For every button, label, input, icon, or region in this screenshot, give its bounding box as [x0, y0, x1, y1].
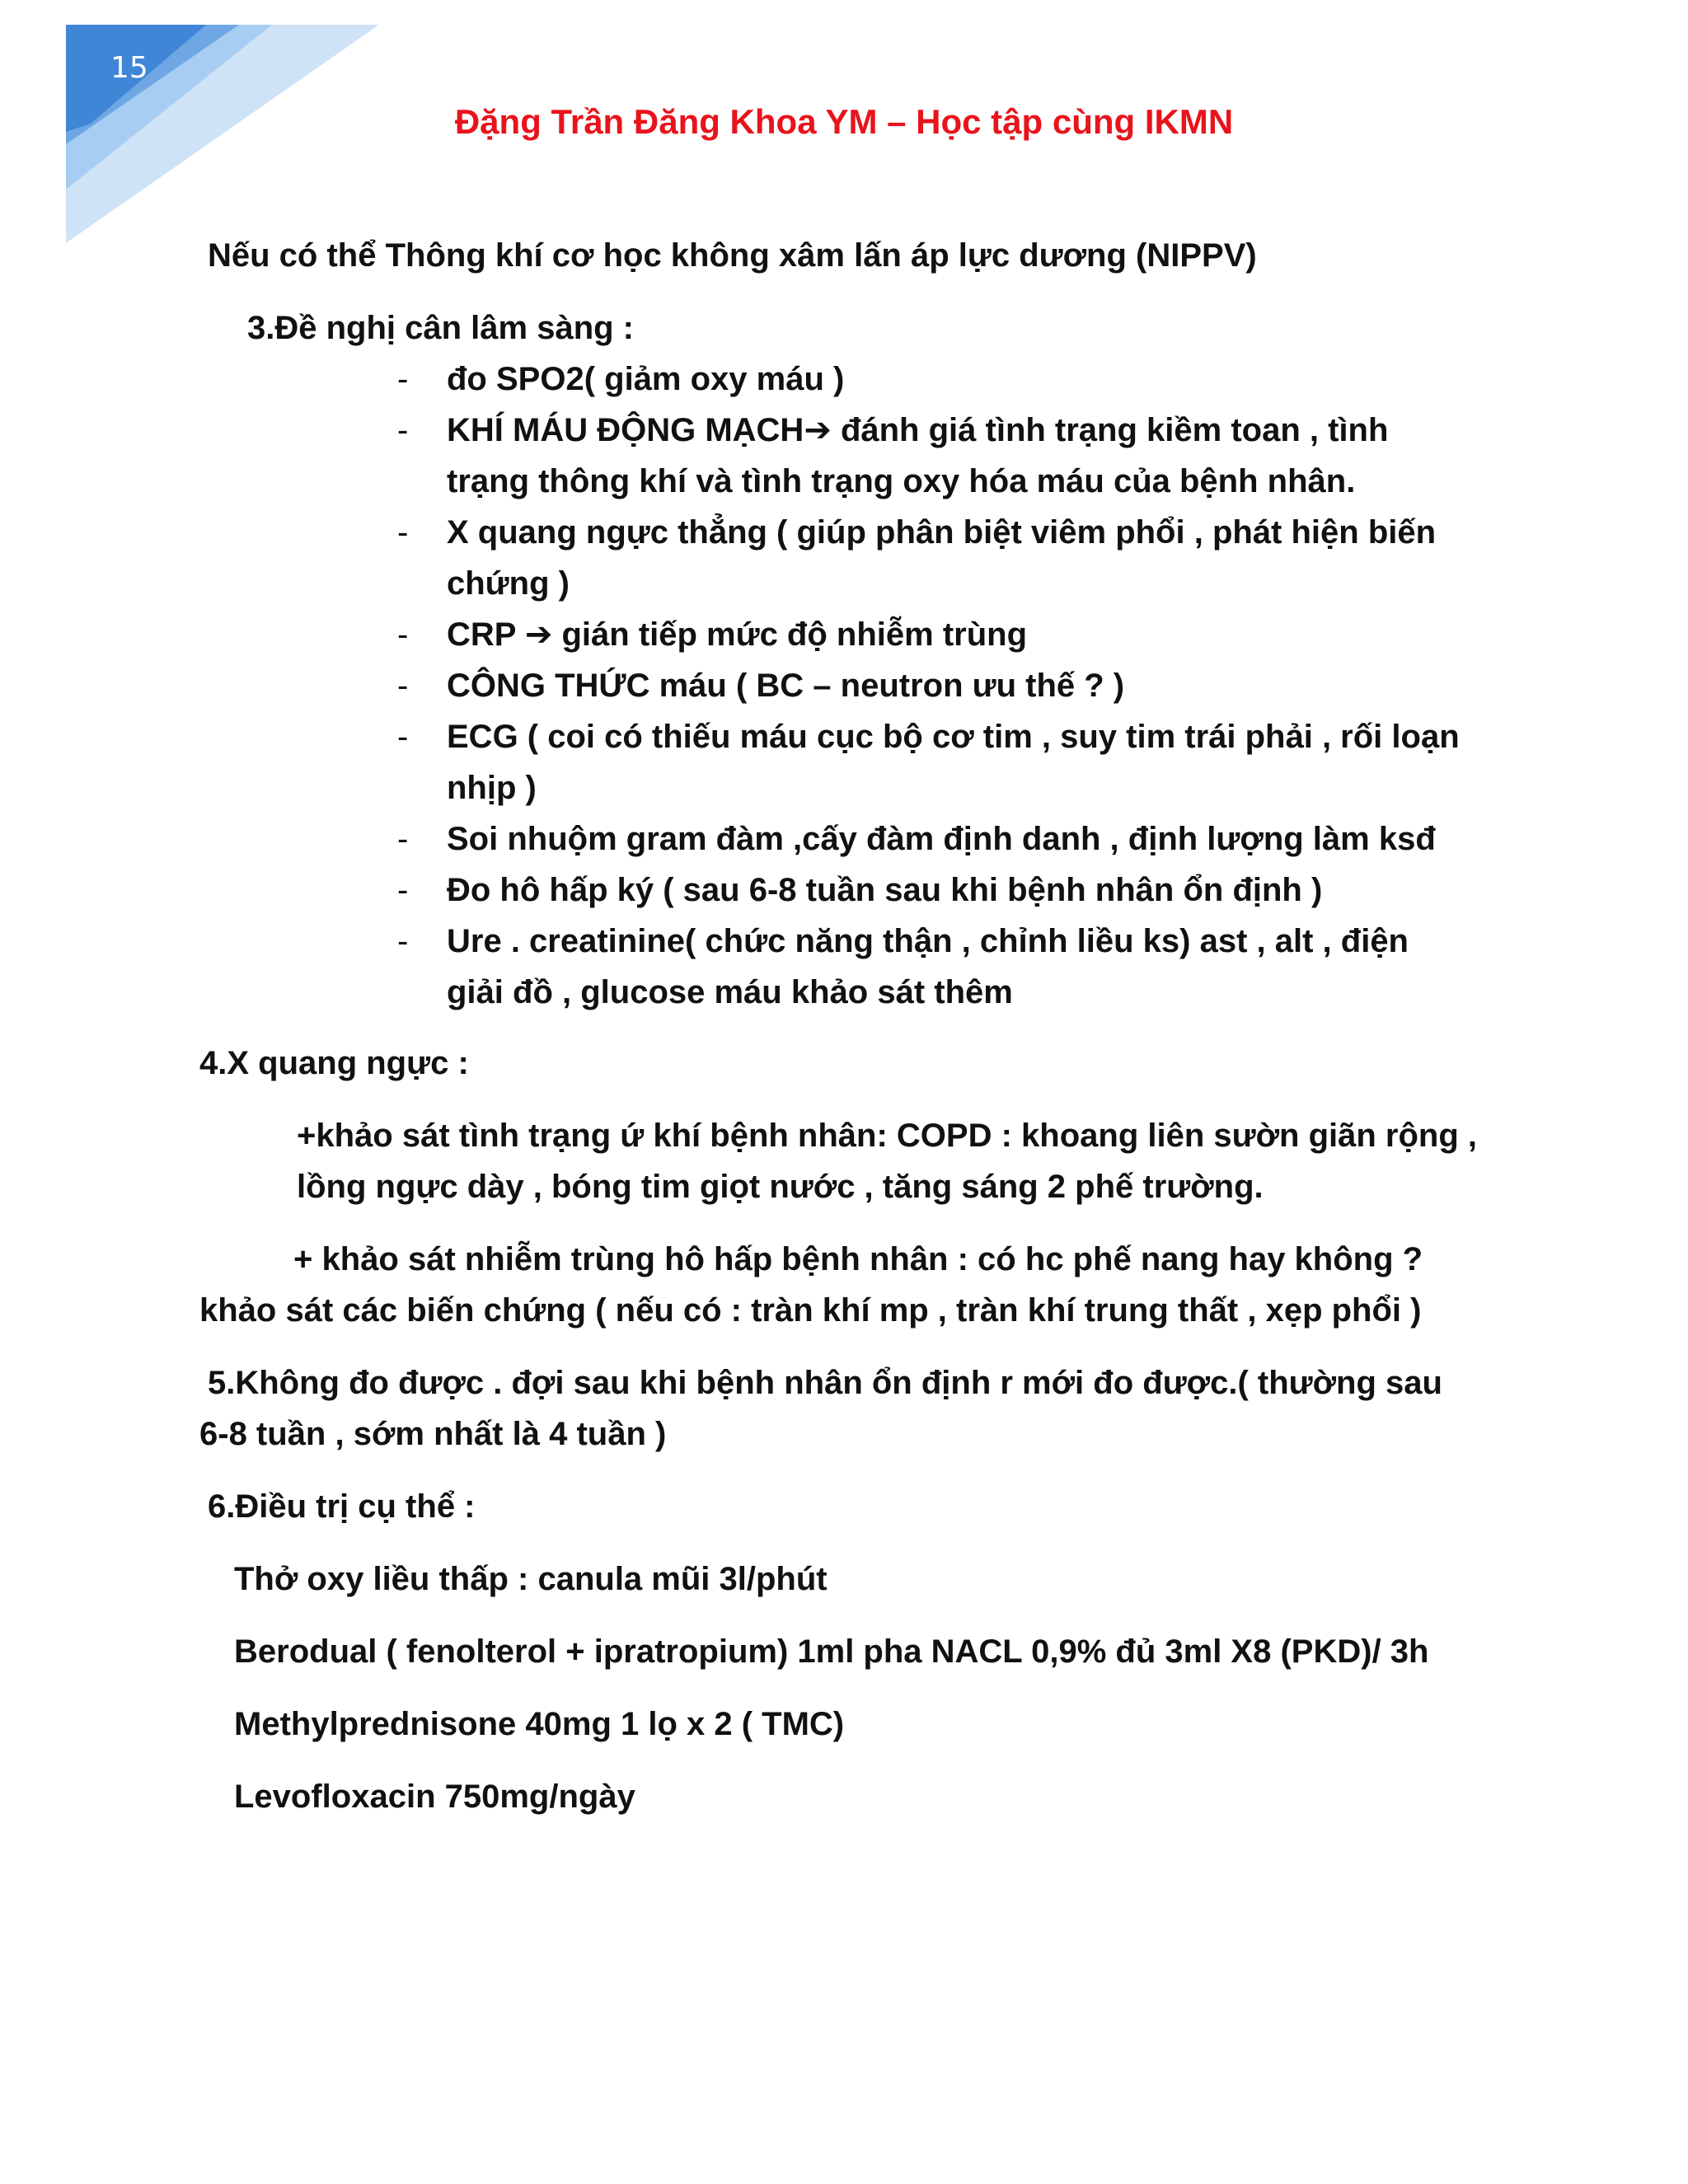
section4-heading: 4.X quang ngực : — [199, 1045, 469, 1081]
treatment-line-2: Berodual ( fenolterol + ipratropium) 1ml pha NACL 0,9% đủ 3ml X8 (PKD)/ 3h — [234, 1633, 1429, 1670]
arrow-right-icon: ➔ — [524, 616, 553, 653]
page-number: 15 — [110, 51, 148, 85]
arrow-right-icon: ➔ — [804, 412, 832, 448]
section3-item-2-cont: trạng thông khí và tình trạng oxy hóa máu của bệnh nhân. — [447, 463, 1356, 499]
section4-p1: +khảo sát tình trạng ứ khí bệnh nhân: COPD : khoang liên sườn giãn rộng , — [297, 1118, 1478, 1154]
section3-item-1: đo SPO2( giảm oxy máu ) — [447, 361, 845, 397]
section5-line: 5.Không đo được . đợi sau khi bệnh nhân ổn định r mới đo được.( thường sau — [208, 1365, 1442, 1401]
bullet-dash: - — [397, 719, 409, 755]
item4-label: CRP — [447, 616, 525, 653]
item2-text: đánh giá tình trạng kiềm toan , tình — [831, 412, 1389, 448]
treatment-line-3: Methylprednisone 40mg 1 lọ x 2 ( TMC) — [234, 1706, 845, 1742]
section3-item-9-cont: giải đồ , glucose máu khảo sát thêm — [447, 974, 1013, 1010]
bullet-dash: - — [397, 514, 409, 551]
intro-line: Nếu có thể Thông khí cơ học không xâm lấn áp lực dương (NIPPV) — [208, 237, 1257, 274]
section5-line-cont: 6-8 tuần , sớm nhất là 4 tuần ) — [199, 1416, 667, 1452]
bullet-dash: - — [397, 361, 409, 397]
section3-item-4 — [447, 618, 1027, 651]
section4-p1-cont: lồng ngực dày , bóng tim giọt nước , tăng sáng 2 phế trường. — [297, 1169, 1264, 1205]
section3-item-6-cont: nhịp ) — [447, 770, 537, 806]
bullet-dash: - — [397, 821, 409, 857]
section3-item-3-cont: chứng ) — [447, 565, 570, 602]
bullet-dash: - — [397, 412, 409, 448]
bullet-dash: - — [397, 872, 409, 908]
section3-item-2 — [447, 414, 1388, 447]
bullet-dash: - — [397, 923, 409, 959]
item2-label: KHÍ MÁU ĐỘNG MẠCH — [447, 412, 804, 448]
section3-item-3: X quang ngực thẳng ( giúp phân biệt viêm phổi , phát hiện biến — [447, 514, 1437, 551]
section6-heading: 6.Điều trị cụ thể : — [208, 1488, 476, 1525]
treatment-line-4: Levofloxacin 750mg/ngày — [234, 1779, 635, 1815]
bullet-dash: - — [397, 616, 409, 653]
header-title: Đặng Trần Đăng Khoa YM – Học tập cùng IKMN — [454, 102, 1234, 141]
section3-item-5: CÔNG THỨC máu ( BC – neutron ưu thế ? ) — [447, 668, 1125, 704]
section3-item-7: Soi nhuộm gram đàm ,cấy đàm định danh , định lượng làm ksđ — [447, 821, 1436, 857]
section4-p2: + khảo sát nhiễm trùng hô hấp bệnh nhân : có hc phế nang hay không ? — [293, 1241, 1423, 1277]
section3-item-9: Ure . creatinine( chức năng thận , chỉnh liều ks) ast , alt , điện — [447, 923, 1409, 959]
bullet-dash: - — [397, 668, 409, 704]
section4-p2-cont: khảo sát các biến chứng ( nếu có : tràn khí mp , tràn khí trung thất , xẹp phổi ) — [199, 1292, 1422, 1329]
section3-item-8: Đo hô hấp ký ( sau 6-8 tuần sau khi bệnh nhân ổn định ) — [447, 872, 1323, 908]
treatment-line-1: Thở oxy liều thấp : canula mũi 3l/phút — [234, 1561, 828, 1597]
section3-heading: 3.Đề nghị cân lâm sàng : — [247, 310, 635, 346]
section3-item-6: ECG ( coi có thiếu máu cục bộ cơ tim , suy tim trái phải , rối loạn — [447, 719, 1460, 755]
item4-text: gián tiếp mức độ nhiễm trùng — [552, 616, 1028, 653]
